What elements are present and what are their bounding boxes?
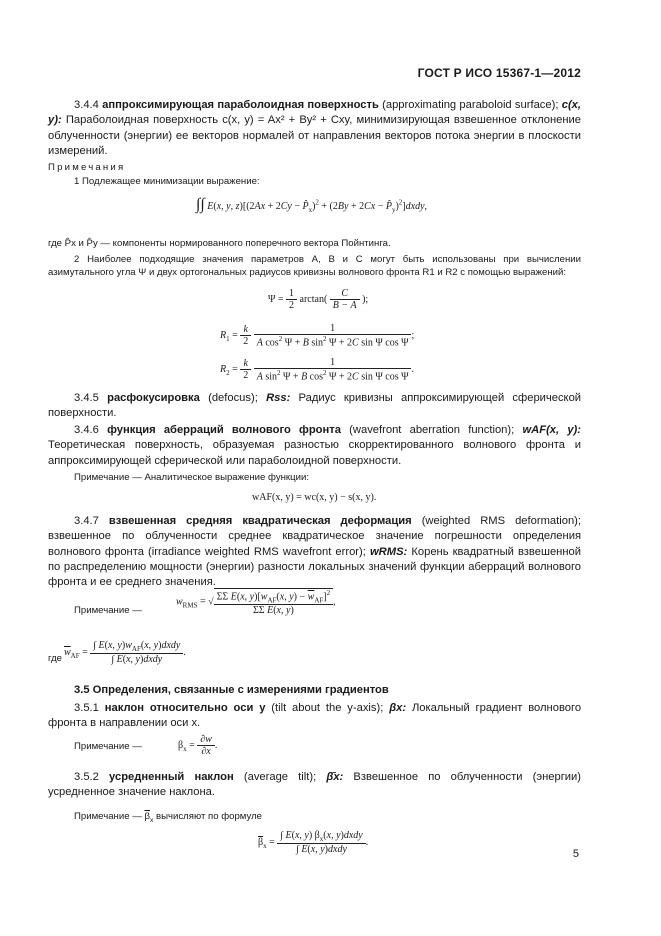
term: аппроксимирующая параболоидная поверхность <box>102 99 379 111</box>
minimization-formula: ∫∫ E(x, y, $z)[(2Ax + 2Cy - P̂_x)^2 + (2By + 2Cx$ − $P̂_y)^2]dxdy$, <box>196 196 428 214</box>
section-3-4-4 <box>48 98 581 159</box>
definition-text: Параболоидная поверхность c(x, y) = Ax² + By² + Cxy, минимизирующая взвешенное отклонение облученности (энергии) ее векторов нормалей от направления векторов потока энергии в плоскости измерений. <box>48 114 582 157</box>
section-3-5-1: 3.5.1 наклон относительно оси y (tilt about the y-axis); βx: Локальный градиент волнового фронта в направлении оси x. <box>48 702 582 730</box>
note-3-5-2-label: Примечание — $\overline{\beta}_x$ вычисляют по формуле <box>74 811 262 824</box>
term-english: (approximating paraboloid surface); <box>382 99 559 111</box>
section-3-4-6: 3.4.6 функция аберраций волнового фронта (wavefront aberration function); wAF(x, y): Теоретическая поверхность, образуемая разностью скорректированного волнового фронта и аппроксимирующей сферической или параболоидной поверхности. <box>48 424 582 467</box>
r1-formula: $R_1$ = $\frac{k}{2}$ $\frac{1}{A \cos^2 \Psi + B \sin^2 \Psi + 2C \sin \Psi \cos \Psi}$ ; <box>220 323 415 349</box>
psi-formula: Ψ = $\frac{1}{2}$ arctan( $\frac{C}{B - A}$ ); <box>268 288 369 311</box>
section-3-5-2: 3.5.2 усредненный наклон (average tilt); β̄x: Взвешенное по облученности (энергии) усредненное значение наклона. <box>48 771 581 799</box>
note-3-5-1-label: Примечание — <box>74 741 142 752</box>
section-number: 3.4.4 <box>74 99 99 111</box>
note-3-4-6: Примечание — Аналитическое выражение функции: <box>74 472 309 483</box>
note-3-4-7-label: Примечание — <box>74 605 142 616</box>
r2-formula: $R_2$ = $\frac{k}{2}$ $\frac{1}{A \sin^2 \Psi + B \cos^2 \Psi + 2C \sin \Psi \cos \Psi}$ . <box>220 357 414 383</box>
section-3-4-7: 3.4.7 взвешенная средняя квадратическая деформация (weighted RMS deformation); взвешенное по облученности среднее квадратическое значение погрешности определения волнового фронта (irradiance weighted RMS wavefront error); wRMS: Корень квадратный взвешенной по распределению мощности (энергии) разности локальных значений функции аберраций волнового фронта и ее среднего значения. <box>48 515 581 589</box>
term-symbol: c(x, y): <box>48 99 582 127</box>
notes-label: Примечания <box>48 162 126 173</box>
wrms-formula: $w_{RMS}$ = √ $\frac{\Sigma\Sigma E(x, y)[w_{AF}(x, y) - \overline{w}_{AF}]^2}{\text{ΣΣ E(x, y)}}$ , <box>176 589 336 617</box>
where-label: где <box>48 653 63 664</box>
betax-formula: $\beta_x$ = $\frac{\partial w}{\partial x}$ . <box>178 734 218 757</box>
document-header: ГОСТ Р ИСО 15367-1—2012 <box>417 66 581 80</box>
section-3-4-5: 3.4.5 расфокусировка (defocus); Rss: Радиус кривизны аппроксимирующей сферической поверхности. <box>48 392 582 420</box>
section-3-5-title: 3.5 Определения, связанные с измерениями градиентов <box>74 684 389 696</box>
page-number: 5 <box>572 848 579 860</box>
waf-formula: wAF(x, y) = wc(x, y) − s(x, y). <box>252 492 377 503</box>
note-1-where: где P̂x и P̂y — компоненты нормированного поперечного вектора Пойнтинга. <box>48 238 391 249</box>
note-1: 1 Подлежащее минимизации выражение: <box>74 176 260 187</box>
note-2: 2 Наиболее подходящие значения параметров A, B и C могут быть использованы при вычислении азимутального угла Ψ и двух ортогональных радиусов кривизны волнового фронта R1 и R2 с помощью выражений: <box>48 254 581 278</box>
betax-mean-formula: $\overline{\beta}_x$ = $\frac{\int E(x, y) \beta_x(x, y)dxdy}{\text{∫ E(x, y)dxdy}}$ . <box>258 830 369 855</box>
waf-mean-formula: $\overline{w}_{AF}$ = $\frac{\int E(x, y)w_{AF}(x, y)dxdy}{\text{∫ E(x, y)dxdy}}$ . <box>64 640 186 665</box>
